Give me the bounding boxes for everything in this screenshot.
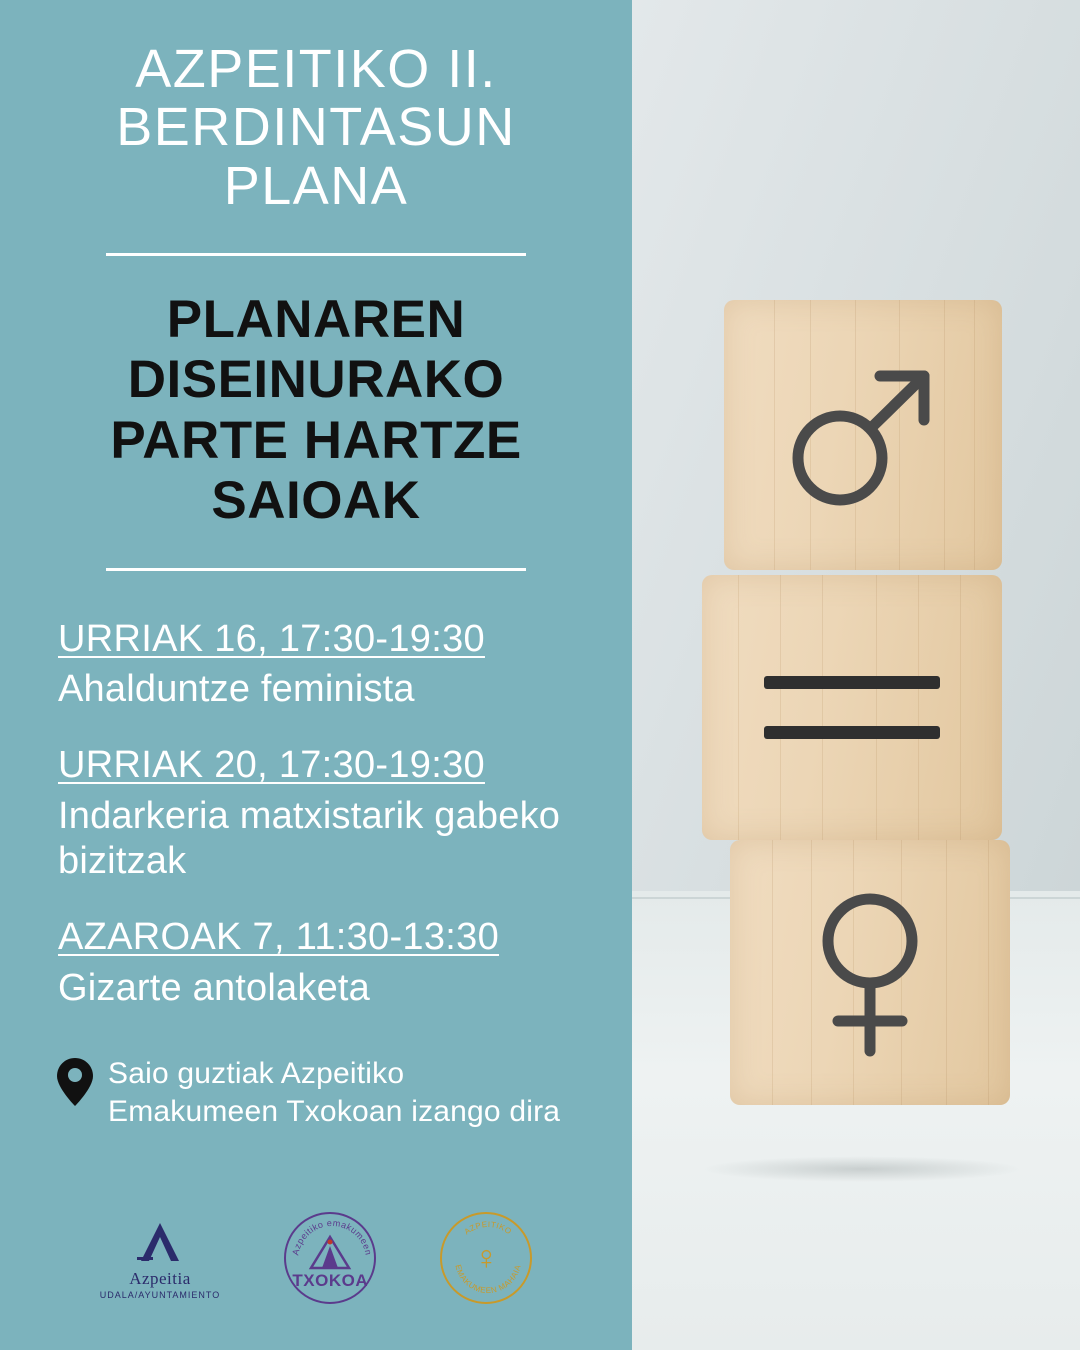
session-item <box>58 617 578 713</box>
txokoa-emblem <box>284 1212 376 1304</box>
session-topic: Ahalduntze feminista <box>58 668 415 711</box>
female-symbol-icon: ♀ <box>473 1239 499 1277</box>
session-topic: Indarkeria matxistarik gabeko bizitzak <box>58 794 561 883</box>
venue-info <box>54 1055 578 1130</box>
venue-text: Saio guztiak Azpeitiko Emakumeen Txokoan izango dira <box>108 1057 561 1128</box>
azpeitia-logo-sub: UDALA/AYUNTAMIENTO <box>99 1289 221 1300</box>
mahaia-emblem <box>440 1212 532 1304</box>
photo-shadow <box>702 1156 1022 1182</box>
session-list <box>54 617 578 1042</box>
svg-text:AZPEITIKO: AZPEITIKO <box>462 1219 514 1237</box>
txokoa-wordmark: TXOKOA <box>292 1271 369 1290</box>
poster-title: AZPEITIKO II. BERDINTASUN PLANA <box>116 39 516 216</box>
logo-azpeitia <box>100 1217 221 1300</box>
female-block <box>730 840 1010 1105</box>
azpeitia-logo-name: Azpeitia <box>129 1268 191 1288</box>
session-item <box>58 915 578 1011</box>
equals-block-face <box>702 575 1002 840</box>
logo-txokoa <box>284 1212 376 1304</box>
divider-top <box>106 253 526 256</box>
session-datetime: URRIAK 16, 17:30-19:30 <box>58 617 485 660</box>
male-block <box>724 300 1002 570</box>
poster-subtitle: PLANAREN DISEINURAKO PARTE HARTZE SAIOAK <box>110 289 522 531</box>
session-datetime: URRIAK 20, 17:30-19:30 <box>58 743 485 786</box>
divider-bottom <box>106 568 526 571</box>
session-item <box>58 743 578 885</box>
svg-text:EMAKUMEEN MAHAIA: EMAKUMEEN MAHAIA <box>453 1263 523 1296</box>
male-symbol-icon <box>724 300 1002 570</box>
male-block-face <box>724 300 1002 570</box>
female-symbol-icon <box>730 840 1010 1105</box>
txokoa-tent-icon <box>308 1234 352 1274</box>
equals-block <box>702 575 1002 840</box>
female-block-face <box>730 840 1010 1105</box>
session-datetime: AZAROAK 7, 11:30-13:30 <box>58 916 500 958</box>
photo-blocks <box>632 0 1080 1350</box>
mahaia-ring-text <box>442 1214 530 1302</box>
location-pin-icon <box>56 1057 94 1112</box>
logo-row <box>54 1212 578 1304</box>
equals-symbol-icon <box>702 575 1002 840</box>
azpeitia-mark-icon <box>133 1217 187 1267</box>
svg-text:Azpeitiko emakumeen: Azpeitiko emakumeen <box>290 1217 374 1257</box>
logo-mahaia <box>440 1212 532 1304</box>
session-topic: Gizarte antolaketa <box>58 966 370 1009</box>
